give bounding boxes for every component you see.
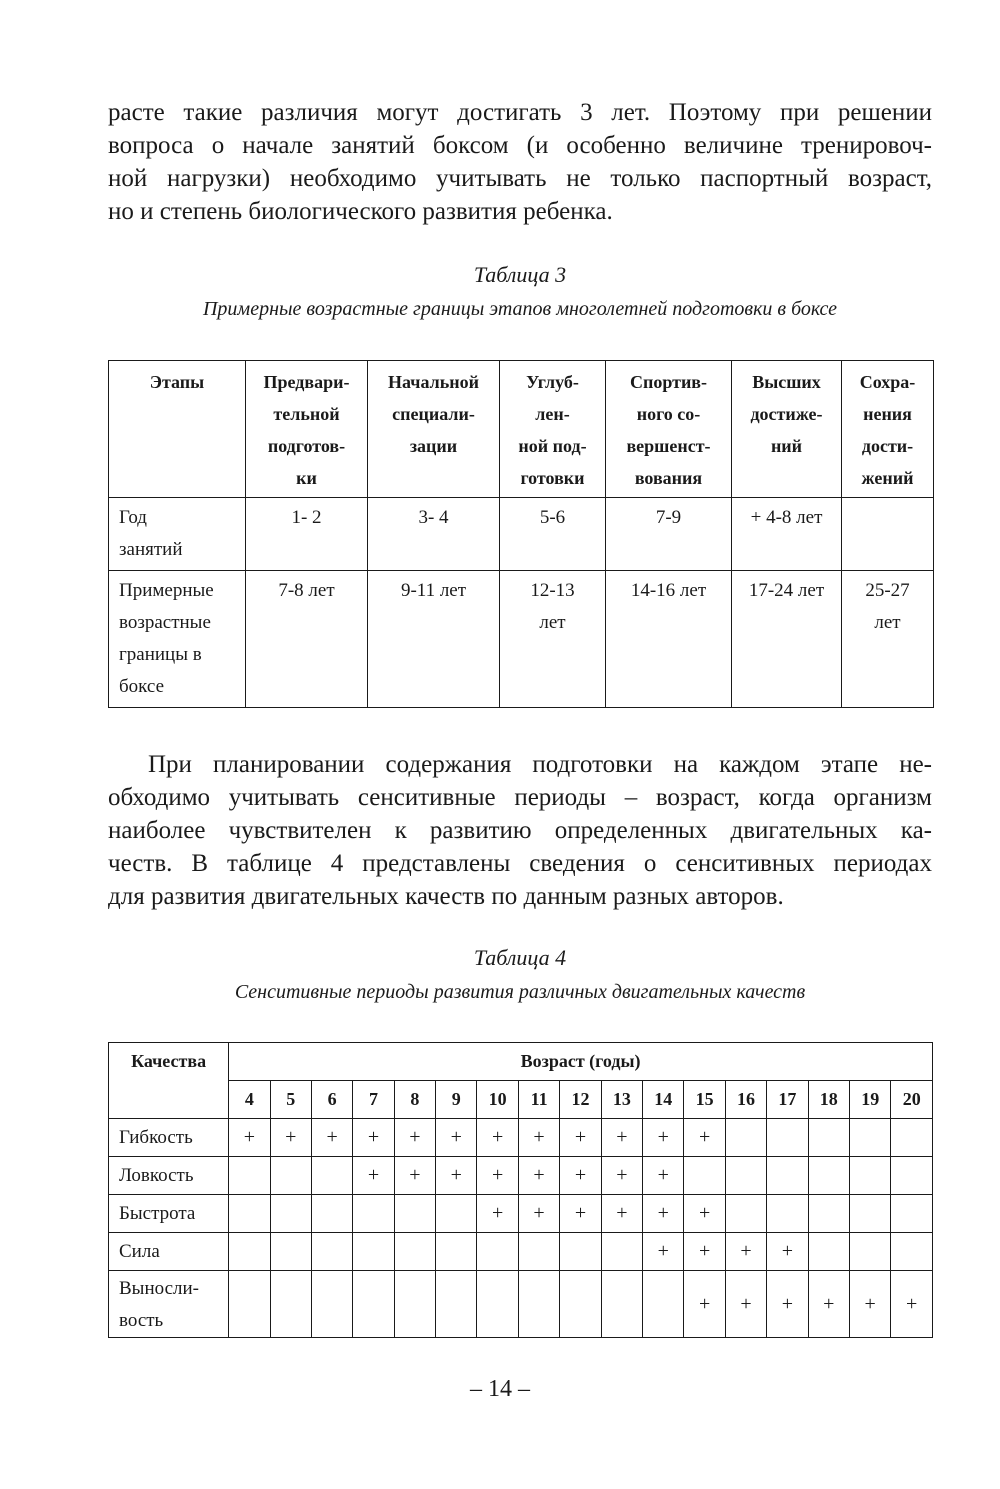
period-mark	[270, 1271, 311, 1338]
table4-ages-row	[109, 1081, 933, 1119]
cell-line: Выносли-	[119, 1278, 199, 1299]
cell-line: Примерные	[119, 580, 214, 601]
header-cell	[606, 361, 732, 498]
cell-line: возрастные	[119, 612, 211, 633]
cell-line: ки	[296, 468, 317, 488]
paragraph-intro	[108, 96, 932, 228]
table-sensitive-periods	[108, 1042, 933, 1338]
period-mark	[270, 1195, 311, 1233]
cell-line: 9-11 лет	[400, 580, 467, 601]
cell-line: ной под-	[518, 436, 587, 456]
age-header-cell: 10	[477, 1081, 518, 1119]
age-header-cell: 20	[891, 1081, 933, 1119]
age-header-cell: 6	[311, 1081, 352, 1119]
period-mark	[601, 1233, 642, 1271]
period-mark	[394, 1233, 435, 1271]
period-mark: +	[684, 1233, 725, 1271]
period-mark	[270, 1157, 311, 1195]
cell-line: лен-	[535, 404, 570, 424]
table-cell	[732, 571, 842, 708]
period-mark	[270, 1233, 311, 1271]
header-cell	[246, 361, 368, 498]
cell-line: 5-6	[539, 507, 566, 528]
period-mark	[229, 1157, 270, 1195]
period-mark	[518, 1271, 559, 1338]
text-line: для развития двигательных качеств по данным разных авторов.	[108, 883, 784, 910]
table-training-stages	[108, 360, 934, 708]
table3-caption-title: Примерные возрастные границы этапов многолетней подготовки в боксе	[202, 298, 837, 320]
cell-line: тельной	[273, 404, 340, 424]
period-mark: +	[394, 1157, 435, 1195]
period-mark	[808, 1157, 849, 1195]
period-mark	[353, 1233, 394, 1271]
table-cell	[500, 498, 606, 571]
period-mark	[891, 1119, 933, 1157]
age-header-cell: 7	[353, 1081, 394, 1119]
table3-row-age-limits	[109, 571, 934, 708]
period-mark: +	[477, 1195, 518, 1233]
period-mark	[560, 1271, 601, 1338]
cell-line: вость	[119, 1310, 164, 1331]
period-mark	[850, 1157, 891, 1195]
header-cell	[109, 361, 246, 498]
cell-line: специали-	[392, 404, 475, 424]
cell-line: Начальной	[388, 372, 479, 392]
cell-line: Год	[119, 507, 147, 528]
cell-line: Гибкость	[119, 1126, 193, 1148]
cell-line: 1- 2	[291, 507, 322, 528]
period-mark: +	[601, 1157, 642, 1195]
period-mark: +	[436, 1119, 477, 1157]
cell-line: 12-13	[530, 580, 575, 601]
period-mark	[767, 1119, 808, 1157]
period-mark: +	[767, 1271, 808, 1338]
age-header-cell: 17	[767, 1081, 808, 1119]
age-header-cell: 19	[850, 1081, 891, 1119]
period-mark: +	[684, 1271, 725, 1338]
period-mark: +	[353, 1119, 394, 1157]
period-mark	[436, 1233, 477, 1271]
table3-row-years	[109, 498, 934, 571]
table-cell	[500, 571, 606, 708]
age-header-cell: 8	[394, 1081, 435, 1119]
period-mark: +	[684, 1119, 725, 1157]
cell-line: Сила	[119, 1240, 160, 1262]
quality-label	[109, 1195, 229, 1233]
cell-line: занятий	[119, 539, 183, 560]
paragraph-sensitive-periods	[108, 748, 932, 913]
period-mark: +	[767, 1233, 808, 1271]
cell-line: Этапы	[149, 372, 205, 392]
header-cell	[368, 361, 500, 498]
period-mark: +	[518, 1119, 559, 1157]
age-header-cell: 4	[229, 1081, 270, 1119]
period-mark	[229, 1233, 270, 1271]
cell-line: боксе	[119, 676, 165, 697]
period-mark	[436, 1195, 477, 1233]
text-line: обходимо учитывать сенситивные периоды – возраст, когда организм	[108, 784, 932, 811]
period-mark	[891, 1157, 933, 1195]
table4-caption-title: Сенситивные периоды развития различных двигательных качеств	[234, 981, 806, 1003]
period-mark	[891, 1233, 933, 1271]
page-number: – 14 –	[470, 1376, 530, 1402]
period-mark: +	[891, 1271, 933, 1338]
period-mark	[436, 1271, 477, 1338]
text-line: вопроса о начале занятий боксом (и особенно величине тренировоч-	[108, 132, 932, 159]
period-mark: +	[436, 1157, 477, 1195]
cell-line: границы в	[119, 644, 202, 665]
table-row	[109, 1119, 933, 1157]
cell-line: 7-9	[655, 507, 682, 528]
cell-line: Углуб-	[526, 372, 579, 392]
age-header-cell: 11	[518, 1081, 559, 1119]
table3-caption-number: Таблица 3	[473, 262, 567, 287]
cell-line: 7-8 лет	[278, 580, 335, 601]
period-mark: +	[518, 1195, 559, 1233]
table-cell	[842, 498, 934, 571]
period-mark	[353, 1271, 394, 1338]
cell-line: жений	[861, 468, 914, 488]
cell-line: 25-27	[865, 580, 910, 601]
table-cell	[842, 571, 934, 708]
header-cell	[732, 361, 842, 498]
cell-line: Ловкость	[119, 1164, 194, 1186]
period-mark	[477, 1271, 518, 1338]
period-mark	[808, 1195, 849, 1233]
period-mark	[725, 1157, 766, 1195]
table-cell	[606, 498, 732, 571]
table4-header-row	[109, 1043, 933, 1081]
table4-body	[109, 1043, 933, 1338]
quality-label	[109, 1119, 229, 1157]
period-mark: +	[725, 1233, 766, 1271]
period-mark: +	[229, 1119, 270, 1157]
table-row	[109, 1271, 933, 1338]
table3-header-row	[109, 361, 934, 498]
period-mark: +	[394, 1119, 435, 1157]
period-mark	[767, 1195, 808, 1233]
cell-line: 14-16 лет	[630, 580, 707, 601]
quality-label	[109, 1233, 229, 1271]
table-cell	[246, 571, 368, 708]
period-mark: +	[353, 1157, 394, 1195]
period-mark: +	[808, 1271, 849, 1338]
cell-line: дости-	[861, 436, 914, 456]
table-cell	[606, 571, 732, 708]
period-mark: +	[560, 1119, 601, 1157]
period-mark	[850, 1233, 891, 1271]
period-mark	[311, 1157, 352, 1195]
period-mark	[767, 1157, 808, 1195]
period-mark: +	[601, 1119, 642, 1157]
age-header-cell: 15	[684, 1081, 725, 1119]
cell-line: готовки	[520, 468, 585, 488]
table-cell	[368, 498, 500, 571]
header-cell	[842, 361, 934, 498]
text-line: но и степень биологического развития ребенка.	[108, 198, 613, 225]
period-mark	[850, 1119, 891, 1157]
period-mark	[891, 1195, 933, 1233]
period-mark	[601, 1271, 642, 1338]
period-mark	[725, 1195, 766, 1233]
cell-line: + 4-8 лет	[750, 507, 823, 528]
cell-line: подготов-	[267, 436, 346, 456]
table-row	[109, 1157, 933, 1195]
age-header-cell: 12	[560, 1081, 601, 1119]
period-mark: +	[643, 1119, 684, 1157]
period-mark	[311, 1271, 352, 1338]
period-mark	[808, 1233, 849, 1271]
quality-label	[109, 1157, 229, 1195]
period-mark	[684, 1157, 725, 1195]
period-mark	[477, 1233, 518, 1271]
table-cell	[368, 571, 500, 708]
period-mark: +	[477, 1119, 518, 1157]
row-label	[109, 571, 246, 708]
table-cell	[246, 498, 368, 571]
age-header-cell: 16	[725, 1081, 766, 1119]
cell-line: зации	[409, 436, 458, 456]
table4-caption-number: Таблица 4	[473, 945, 567, 970]
period-mark: +	[560, 1195, 601, 1233]
period-mark: +	[850, 1271, 891, 1338]
period-mark	[229, 1195, 270, 1233]
period-mark	[643, 1271, 684, 1338]
cell-line: достиже-	[750, 404, 823, 424]
cell-line: нения	[863, 404, 912, 424]
cell-line: лет	[539, 612, 566, 633]
cell-line: Спортив-	[629, 372, 708, 392]
text-line: наиболее чувствителен к развитию определенных двигательных ка-	[108, 817, 932, 844]
period-mark	[518, 1233, 559, 1271]
period-mark	[229, 1271, 270, 1338]
age-header-cell: 18	[808, 1081, 849, 1119]
cell-line: ного со-	[636, 404, 701, 424]
text-line: честв. В таблице 4 представлены сведения о сенситивных периодах	[108, 850, 932, 877]
quality-label	[109, 1271, 229, 1338]
period-mark: +	[684, 1195, 725, 1233]
cell-line: 17-24 лет	[748, 580, 825, 601]
period-mark: +	[560, 1157, 601, 1195]
cell-line: Сохра-	[859, 372, 916, 392]
period-mark: +	[270, 1119, 311, 1157]
cell-line: Предвари-	[263, 372, 350, 392]
cell-line: лет	[874, 612, 901, 633]
period-mark: +	[518, 1157, 559, 1195]
period-mark	[725, 1119, 766, 1157]
period-mark	[394, 1271, 435, 1338]
cell-line: ний	[770, 436, 803, 456]
period-mark: +	[643, 1195, 684, 1233]
cell-line: Быстрота	[119, 1202, 196, 1224]
age-header-cell: 14	[643, 1081, 684, 1119]
period-mark	[808, 1119, 849, 1157]
cell-line: вершенст-	[626, 436, 711, 456]
period-mark	[311, 1195, 352, 1233]
period-mark	[353, 1195, 394, 1233]
period-mark	[850, 1195, 891, 1233]
text-line: ной нагрузки) необходимо учитывать не только паспортный возраст,	[108, 165, 932, 192]
period-mark: +	[643, 1157, 684, 1195]
cell-line: вования	[634, 468, 703, 488]
header-cell	[500, 361, 606, 498]
cell-line: Высших	[752, 372, 821, 392]
header-quality: Качества	[109, 1043, 229, 1119]
text-line: расте такие различия могут достигать 3 лет. Поэтому при решении	[108, 99, 932, 126]
period-mark	[311, 1233, 352, 1271]
age-header-cell: 9	[436, 1081, 477, 1119]
period-mark: +	[477, 1157, 518, 1195]
age-header-cell: 5	[270, 1081, 311, 1119]
table-row	[109, 1195, 933, 1233]
period-mark	[560, 1233, 601, 1271]
row-label	[109, 498, 246, 571]
period-mark: +	[311, 1119, 352, 1157]
cell-line: 3- 4	[418, 507, 449, 528]
period-mark: +	[643, 1233, 684, 1271]
period-mark	[394, 1195, 435, 1233]
period-mark: +	[601, 1195, 642, 1233]
header-age: Возраст (годы)	[229, 1043, 933, 1081]
table-row	[109, 1233, 933, 1271]
age-header-cell: 13	[601, 1081, 642, 1119]
table-cell	[732, 498, 842, 571]
text-line: При планировании содержания подготовки на каждом этапе не-	[148, 751, 932, 778]
period-mark: +	[725, 1271, 766, 1338]
